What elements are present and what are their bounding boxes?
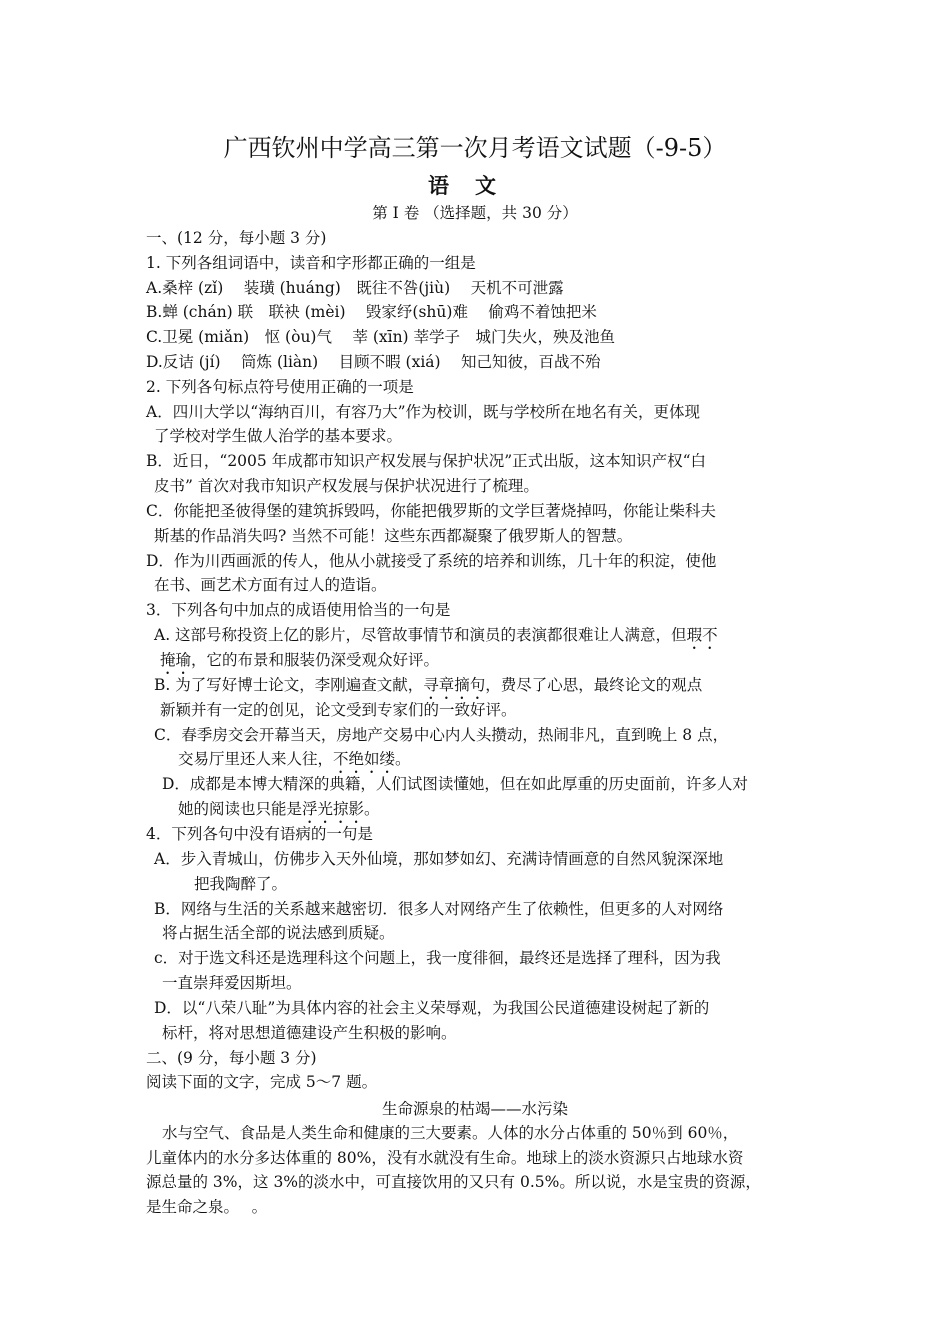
passage-line-2: 儿童体内的水分多达体重的 80%，没有水就没有生命。地球上的淡水资源只占地球水资 [146, 1149, 744, 1167]
q4-option-a-line1: A．步入青城山，仿佛步入天外仙境，那如梦如幻、充满诗情画意的自然风貌深深地 [154, 850, 724, 868]
q4-option-b-line2: 将占据生活全部的说法感到质疑。 [162, 924, 395, 942]
volume-heading: 第 I 卷 （选择题，共 30 分） [372, 204, 578, 222]
q3-c2-emphasis: 不绝如缕 [333, 750, 396, 768]
q1-option-a: A.桑梓 (zǐ) 装璜 (huáng) 既往不咎(jiù) 天机不可泄露 [146, 279, 564, 297]
q1-option-d: D.反诘 (jí) 筒炼 (liàn) 目顾不暇 (xiá) 知己知彼，百战不殆 [146, 353, 601, 371]
exam-title: 广西钦州中学高三第一次月考语文试题（-9-5） [223, 134, 727, 162]
q3-d2-text-end: 。 [364, 800, 380, 818]
q3-a2-text: ，它的布景和服装仍深受观众好评。 [191, 651, 440, 669]
q2-option-a-line1: A．四川大学以“海纳百川，有容乃大”作为校训，既与学校所在地名有关，更体现 [146, 403, 701, 421]
q2-option-b-line1: B．近日，“2005 年成都市知识产权发展与保护状况”正式出版，这本知识产权“白 [146, 452, 707, 470]
q1-stem: 1. 下列各组词语中，读音和字形都正确的一组是 [146, 254, 476, 272]
q2-option-d-line2: 在书、画艺术方面有过人的造诣。 [154, 576, 387, 594]
q3-a2-emphasis: 掩瑜 [160, 651, 192, 669]
q3-b1-text-end: ，费尽了心思，最终论文的观点 [485, 676, 703, 694]
q3-option-c-line1: C．春季房交会开幕当天，房地产交易中心内人头攒动，热闹非凡，直到晚上 8 点， [154, 726, 729, 744]
q4-option-b-line1: B．网络与生活的关系越来越密切．很多人对网络产生了依赖性，但更多的人对网络 [154, 900, 724, 918]
q3-c2-text-end: 。 [395, 750, 411, 768]
q1-option-b: B.蝉 (chán) 联 联袂 (mèi) 毁家纾(shū)难 偷鸡不着蚀把米 [146, 303, 597, 321]
q3-d2-text: 她的阅读也只能是 [178, 800, 303, 818]
q3-option-d-line1: D．成都是本博大精深的典籍，人们试图读懂她，但在如此厚重的历史面前，许多人对 [162, 775, 748, 793]
passage-line-3: 源总量的 3%，这 3%的淡水中，可直接饮用的又只有 0.5%。所以说，水是宝贵的资源， [146, 1173, 761, 1191]
q2-stem: 2. 下列各句标点符号使用正确的一项是 [146, 378, 414, 396]
q4-stem: 4．下列各句中没有语病的一句是 [146, 825, 373, 843]
subject-heading: 语文 [428, 173, 522, 198]
q4-option-c-line1: c．对于选文科还是选理科这个问题上，我一度徘徊，最终还是选择了理科，因为我 [154, 949, 721, 967]
q3-option-b-line2: 新颖并有一定的创见，论文受到专家们的一致好评。 [160, 701, 517, 719]
q3-b1-emphasis: 寻章摘句 [423, 676, 486, 694]
q3-b1-text: B. 为了写好博士论文，李刚遍查文献， [154, 676, 424, 694]
q1-option-c: C.卫冕 (miǎn) 怄 (òu)气 莘 (xīn) 莘学子 城门失火，殃及池鱼 [146, 328, 616, 346]
q2-option-a-line2: 了学校对学生做人治学的基本要求。 [154, 427, 403, 445]
q4-option-a-line2: 把我陶醉了。 [194, 875, 288, 893]
passage-line-1: 水与空气、食品是人类生命和健康的三大要素。人体的水分占体重的 50％到 60％， [162, 1124, 739, 1142]
q2-option-b-line2: 皮书” 首次对我市知识产权发展与保护状况进行了梳理。 [154, 477, 539, 495]
section-1-heading: 一、(12 分，每小题 3 分) [146, 229, 327, 247]
q3-d2-emphasis: 浮光掠影 [302, 800, 365, 818]
q3-c2-text: 交易厅里还人来人往， [178, 750, 334, 768]
passage-title: 生命源泉的枯竭——水污染 [381, 1100, 568, 1118]
q2-option-d-line1: D．作为川西画派的传人，他从小就接受了系统的培养和训练，几十年的积淀，使他 [146, 552, 717, 570]
q4-option-d-line2: 标杆，将对思想道德建设产生积极的影响。 [162, 1024, 457, 1042]
q3-a1-emphasis: 瑕不 [686, 626, 718, 644]
q2-option-c-line1: C．你能把圣彼得堡的建筑拆毁吗，你能把俄罗斯的文学巨著烧掉吗，你能让柴科夫 [146, 502, 716, 520]
section-2-heading: 二、(9 分，每小题 3 分) [146, 1049, 317, 1067]
q4-option-d-line1: D．以“八荣八耻”为具体内容的社会主义荣辱观，为我国公民道德建设树起了新的 [154, 999, 710, 1017]
reading-instruction: 阅读下面的文字，完成 5～7 题。 [146, 1073, 378, 1091]
q3-a1-text: A. 这部号称投资上亿的影片，尽管故事情节和演员的表演都很难让人满意，但 [154, 626, 687, 644]
passage-line-4: 是生命之泉。 。 [146, 1198, 268, 1216]
q3-stem: 3．下列各句中加点的成语使用恰当的一句是 [146, 601, 451, 619]
q4-option-c-line2: 一直崇拜爱因斯坦。 [162, 974, 302, 992]
q2-option-c-line2: 斯基的作品消失吗? 当然不可能！这些东西都凝聚了俄罗斯人的智慧。 [154, 527, 633, 545]
